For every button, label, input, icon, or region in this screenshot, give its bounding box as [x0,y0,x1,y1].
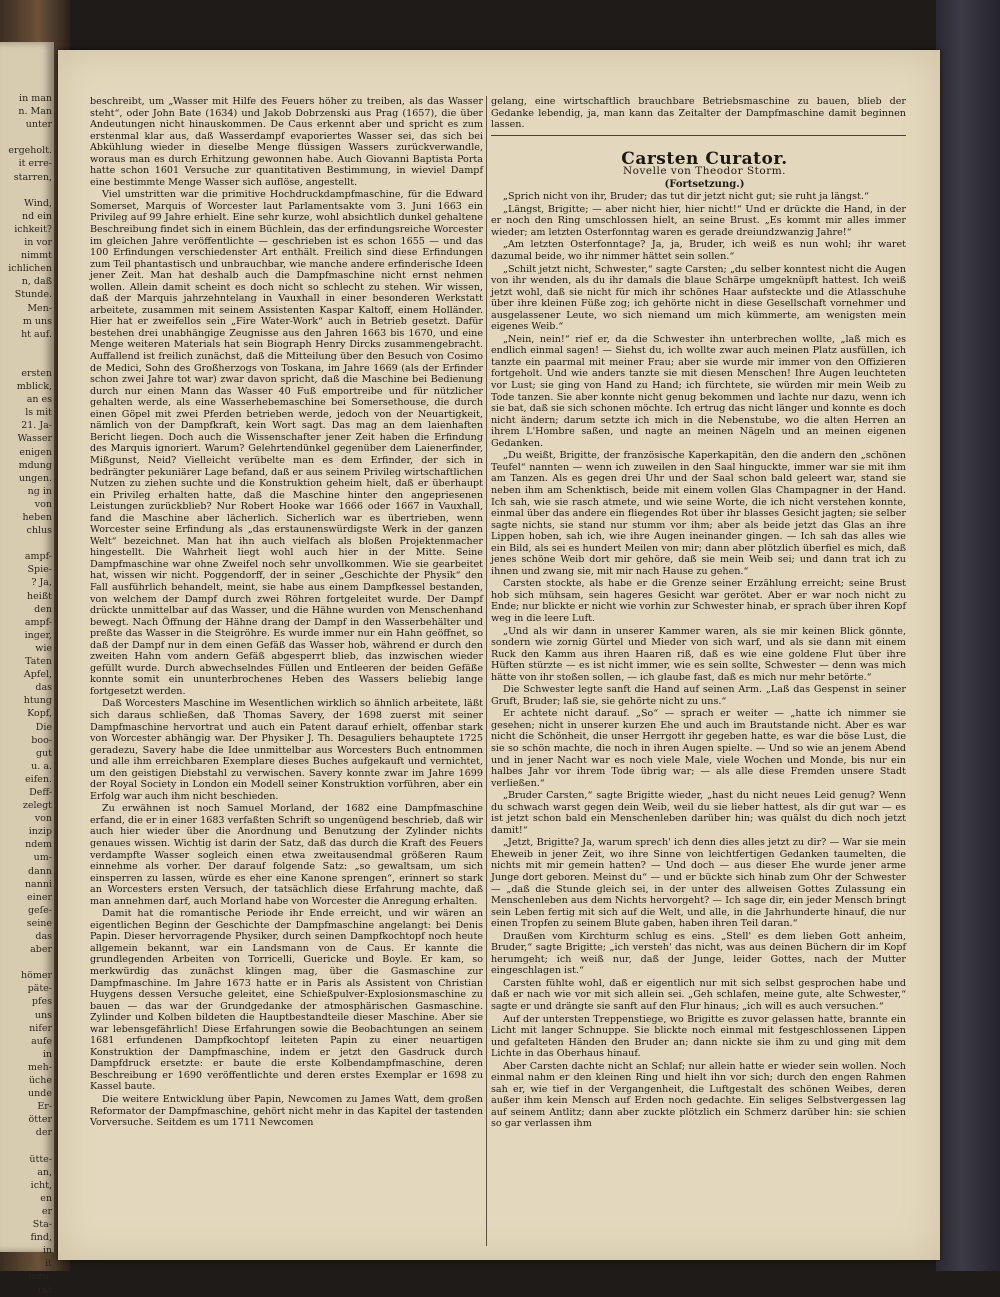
book-binding-right [936,0,1000,1271]
story-paragraph: Aber Carsten dachte nicht an Schlaf; nur allein hatte er wieder sein wollen. Noch einmal nahm er den kleinen Ring und hielt ihn vor sich; durch den engen Rahmen sah er, wie tief in der Vergangenheit, die Luftgestalt des schönen Weibes, deren außer ihm kein Mensch auf Erden noch gedachte. Ein seliges Selbstvergessen lag auf seinem Antlitz; dann aber zuckte plötzlich ein Schmerz darüber hin: sie schien so gar verlassen ihm [491,1060,906,1130]
article-paragraph: Die weitere Entwicklung über Papin, Newcomen zu James Watt, dem großen Reformator der Dampfmaschine, gehört nicht mehr in das Kapitel der tastenden Vorversuche. Seitdem es um 1711 Newcomen [90,1094,483,1129]
article-continuation: gelang, eine wirtschaftlich brauchbare Betriebsmaschine zu bauen, blieb der Gedanke lebendig, ja, man kann das Zeitalter der Dampfmaschine damit beginnen lassen. [491,96,906,131]
story-paragraph: „Am letzten Osterfonntage? Ja, ja, Bruder, ich weiß es nun wohl; ihr waret dazumal beide, wo ihr nimmer hättet sein sollen.“ [491,239,906,263]
story-paragraph: Die Schwester legte sanft die Hand auf seinen Arm. „Laß das Gespenst in seiner Gruft, Bruder; laß sie, sie gehörte nicht zu uns.“ [491,684,906,707]
story-subtitle: Novelle von Theodor Storm. [622,165,787,178]
previous-page-edge [0,42,54,1296]
story-paragraph: „Schilt jetzt nicht, Schwester,“ sagte Carsten; „du selber konntest nicht die Augen von ihr wenden, als du ihr damals die blaue Schärpe umgeknüpft hattest. Ich weiß jetzt wohl, daß sie nicht für mich ihr schönes Haar aufsteckte und die Atlasschuhe über ihre kleinen Füße zog; ich gehörte nicht in diese Gesellschaft vornehmer und ausgelassener Leute, wo sich niemand um mich kümmerte, am wenigsten mein eigenes Weib.“ [491,263,906,333]
story-paragraph: „Jetzt, Brigitte? Ja, warum sprech' ich denn dies alles jetzt zu dir? — War sie mein Eheweib in jener Zeit, wo ihre Sinne von leichtfertigen Gedanken taumelten, die nichts mit mir gemein hatten? — Und doch — aus dieser Ehe wurde jener arme Junge dort geboren. Meinst du“ — und er bückte sich hinab zum Ohr der Schwester — „daß die Stunde gleich sei, in der unter des allweisen Gottes Zulassung ein Menschenleben aus dem Nichts hervorgeht? — Ich sage dir, ein jeder Mensch bringt sein Leben fertig mit sich auf die Welt, und alle, in die Jahrhunderte hinauf, die nur einen Tropfen zu seinem Blute gaben, haben ihren Teil daran.“ [491,837,906,930]
column-divider [486,96,487,1246]
story-paragraph: Draußen vom Kirchturm schlug es eins. „Stell' es dem lieben Gott anheim, Bruder,“ sagte Brigitte; „ich versteh' das nicht, was aus deinen Büchern dir im Kopf herumgeht; ich weiß nur, daß der Junge, leider Gottes, nach der Mutter eingeschlagen ist.“ [491,930,906,977]
story-paragraph: „Sprich nicht von ihr, Bruder; das tut dir jetzt nicht gut; sie ruht ja längst.“ [503,191,869,203]
previous-page-text-fragment: in man n. Man unter ergeholt. it erre- starren, Wind, nd ein ichkeit? in vor nimmt ichlichen n, daß Stunde. Men- m uns ht auf. ersten mblick, an es ls mit 21. Ja- Wasser enigen mdung ungen. ng in von heben chlus ampf- Spie- ? Ja, heißt den ampf- inger, wie Taten Apfel, das htung Kopf, Die boo- gut u. a. eifen. Deff- zelegt von inzip ndem um- dann nanni einer geſe- seine das aber hömer päte- pfes uns nifer aufe in meh- üche unde Er- ötter der ütte- an, icht, en er Sta- find, in it mzu- rat [8,93,52,1296]
section-rule [491,135,906,136]
article-paragraph: beschreibt, um „Wasser mit Hilfe des Feuers höher zu treiben, als das Wasser steht“, oder John Bate (1634) und Jakob Dobrzenski aus Prag (1657), die über Andeutungen nicht hinauskommen. De Caus erkennt aber und spricht es zum erstenmal klar aus, daß Wasserdampf evaporiertes Wasser sei, das sich bei Abkühlung wieder in dieselbe Menge flüssigen Wassers zurückverwandle, woraus man es durch Erhitzung gewonnen habe. Auch Giovanni Baptista Porta hatte schon 1601 Versuche zur quantitativen Bestimmung, in wieviel Dampf eine bestimmte Menge Wasser sich auflöse, angestellt. [90,96,483,188]
story-paragraph: Carsten fühlte wohl, daß er eigentlich nur mit sich selbst gesprochen habe und daß er nach wie vor mit sich allein sei. „Geh schlafen, meine gute, alte Schwester,“ sagte er und drängte sie sanft auf den Flur hinaus; „ich will es auch versuchen.“ [491,977,906,1013]
story-paragraph: „Und als wir dann in unserer Kammer waren, als sie mir keinen Blick gönnte, sondern wie zornig Gürtel und Mieder von sich warf, und als sie dann mit einem Ruck den Kamm aus ihren Haaren riß, daß es wie eine goldene Flut über ihre Hüften stürzte — es ist nicht immer, wie es sein sollte, Schwester — denn was mich hätte von ihr stoßen sollen, — ich glaube fast, daß es mich nur mehr betörte.“ [491,625,906,683]
continuation-note: (Fortsetzung.) [664,178,745,190]
article-paragraph: Viel umstritten war die primitive Hochdruckdampfmaschine, für die Edward Somerset, Marquis of Worcester laut Parlamentsakte vom 3. Juni 1663 ein Privileg auf 99 Jahre erhielt. Eine sehr kurze, wohl absichtlich dunkel gehaltene Beschreibung findet sich in einem Büchlein, das der erfindungsreiche Worcester im gleichen Jahre veröffentlichte — geschrieben ist es schon 1655 — und das 100 Erfindungen verschiedenster Art enthält. Freilich sind diese Erfindungen zum Teil phantastisch und unbrauchbar, wie manche andere erfinderische Ideen jener Zeit. Man hat deshalb auch die Dampfmaschine nicht ernst nehmen wollen. Allein damit scheint es doch nicht so schlecht zu stehen. Wir wissen, daß der Marquis jahrzehntelang in Vauxhall in einer besonderen Werkstatt arbeitete, zusammen mit seinem Assistenten Kaspar Kaltoff, einem Holländer. Hier hat er zweifellos sein „Fire Water-Work“ auch in Betrieb gesetzt. Dafür bestehen drei unabhängige Zeugnisse aus den Jahren 1663 bis 1670, und eine Menge weiteren Materials hat sein Biograph Henry Dircks zusammengebracht. Auffallend ist freilich zunächst, daß die Mitteilung über den Besuch von Cosimo de Medici, Sohn des Großherzogs von Toskana, im Jahre 1669 (als der Erfinder schon zwei Jahre tot war) zwar davon spricht, daß die Maschine bei Bedienung durch nur einen Mann das Wasser 40 Fuß emportreibe und für nützlicher gehalten werde, als eine Wasserhebemaschine bei Somersethouse, die durch einen Göpel mit zwei Pferden betrieben werde, jedoch von der Neuartigkeit, nämlich von der Dampfkraft, kein Wort sagt. Das mag an dem laienhaften Bericht liegen. Doch auch die Wissenschafter jener Zeit haben die Erfindung des Marquis ignoriert. Warum? Gelehrtendünkel gegenüber dem Laienerfinder, Mißgunst, Neid? Vielleicht verübelte man es dem Erfinder, der sich in bedrängter pekuniärer Lage befand, daß er aus seinem Privileg wirtschaftlichen Nutzen zu ziehen suchte und die Konstruktion geheim hielt, daß er überhaupt ein Privileg erhalten hatte, daß die Maschine hinter den angepriesenen Leistungen zurückblieb? Nur Robert Hooke war 1666 oder 1667 in Vauxhall, fand die Maschine aber lächerlich. Sicherlich war es übertrieben, wenn Worcester seine Erfindung als „das erstaunenswürdigste Werk in der ganzen Welt“ bezeichnet. Man hat ihn auch vielfach als bloßen Projektenmacher hingestellt. Die Wahrheit liegt wohl auch hier in der Mitte. Seine Dampfmaschine war ohne Zweifel noch sehr unvollkommen. Wie sie gearbeitet hat, wissen wir nicht. Poggendorff, der in seiner „Geschichte der Physik“ den Fall ausführlich behandelt, meint, sie habe aus einem Dampfkessel bestanden, von welchem der Dampf durch zwei Röhren fortgeleitet wurde. Der Dampf drückte unmittelbar auf das Wasser, und die Hähne wurden von Menschenhand bewegt. Nach Öffnung der Hähne drang der Dampf in den Wasserbehälter und preßte das Wasser in die Steigröhre. Es wurde immer nur ein Hahn geöffnet, so daß der Dampf nur in dem einen Gefäß das Wasser hob, während er durch den zweiten Hahn vom andern Gefäß abgesperrt blieb, das inzwischen wieder gefüllt wurde. Durch abwechselndes Füllen und Entleeren der beiden Gefäße konnte somit ein ununterbrochenes Heben des Wassers beliebig lange fortgesetzt werden. [90,189,484,697]
story-paragraph: Er achtete nicht darauf. „So“ — sprach er weiter — „hatte ich nimmer sie gesehen; nicht in unserer kurzen Ehe und auch im Brautstande nicht. Aber es war nicht die Schönheit, die unser Herrgott ihr gegeben hatte, es war die böse Lust, die sie so schön machte, die noch in ihren Augen spielte. — Und so wie an jenem Abend und in jener Nacht war es noch viele Male, viele Wochen und Monde, bis nur ein halbes Jahr vor ihrem Tode übrig war; — als alle diese Fremden unsere Stadt verließen.“ [491,708,906,789]
article-paragraph: Zu erwähnen ist noch Samuel Morland, der 1682 eine Dampfmaschine erfand, die er in einer 1683 verfaßten Schrift so ungenügend beschrieb, daß wir auch hier wieder über die Anordnung und Benutzung der Zylinder nichts genaues wissen. Wichtig ist darin der Satz, daß das durch die Kraft des Feuers verdampfte Wasser sogleich einen etwa zweitausendmal größeren Raum einnehme als vorher. Der darauf folgende Satz: „so gewaltsam, um sich einsperren zu lassen, würde es eher eine Kanone sprengen“, erinnert so stark an Worcesters ersten Versuch, der tatsächlich diese Erfahrung machte, daß man annehmen darf, auch Morland habe von Worcester die Anregung erhalten. [90,803,483,907]
article-paragraph: Daß Worcesters Maschine im Wesentlichen wirklich so ähnlich arbeitete, läßt sich daraus schließen, daß Thomas Savery, der 1698 zuerst mit seiner Dampfmaschine hervortrat und auch ein Patent darauf erhielt, offenbar stark von Worcester abhängig war. Der Physiker J. Th. Desaguliers behauptete 1725 geradezu, Savery habe die Idee unmittelbar aus Worcesters Buch entnommen und alle ihm erreichbaren Exemplare dieses Buches aufgekauft und vernichtet, um den geistigen Diebstahl zu verwischen. Savery konnte zwar im Jahre 1699 der Royal Society in London ein Modell seiner Konstruktion vorführen, aber ein Erfolg war auch ihm nicht beschieden. [90,698,483,802]
story-title: Carsten Curator. [621,148,788,169]
newspaper-page [58,50,940,1260]
story-paragraph: „Du weißt, Brigitte, der französische Kaperkapitän, den die andern den „schönen Teufel“ nannten — wenn ich zuweilen in den Saal hinguckte, immer war sie mit ihm am Tanzen. Als es gegen drei Uhr und der Saal schon bald geleert war, stand sie neben ihm am Schenktisch, beide mit einem vollen Glas Champagner in der Hand. Ich sah, wie sie rasch atmete, und wie seine Worte, die ich nicht verstehen konnte, einmal über das andere ein fliegendes Rot über ihr blasses Gesicht jagten; sie selber sagte nichts, sie stand nur stumm vor ihm; aber als beide jetzt das Glas an ihre Lippen hoben, sah ich, wie ihre Augen ineinander gingen. — Ich sah das alles wie ein Bild, als sei es hundert Meilen von mir; dann aber plötzlich überfiel es mich, daß jenes schöne Weib dort mir gehöre, daß sie mein Weib sei; und dann trat ich zu ihnen und zwang sie, mit mir nach Hause zu gehen.“ [491,450,906,577]
article-paragraph: Damit hat die romantische Periode ihr Ende erreicht, und wir wären an eigentlichen Beginn der Geschichte der Dampfmaschine angelangt: bei Denis Papin. Dieser hervorragende Physiker, durch seinen Dampfkochtopf noch heute allgemein bekannt, war ein Landsmann von de Caus. Er kannte die grundlegenden Arbeiten von Torricelli, Guericke und Boyle. Er kam, so merkwürdig das zunächst klingen mag, über die Gasmaschine zur Dampfmaschine. Im Jahre 1673 hatte er in Paris als Assistent von Christian Huygens dessen Versuche geleitet, eine Schießpulver-Explosionsmaschine zu bauen — das war der Grundgedanke der atmosphärischen Gasmaschine. Zylinder und Kolben bildeten die Hauptbestandteile dieser Maschine. Aber sie war lebensgefährlich! Diese Erfahrungen sowie die Beobachtungen an seinem 1681 erfundenen Dampfkochtopf leiteten Papin zu einer neuartigen Konstruktion der Dampfmaschine, indem er jetzt den Gasdruck durch Dampfdruck ersetzte: er baute die erste Kolbendampfmaschine, deren Beschreibung er 1690 veröffentlichte und deren erstes Exemplar er 1698 zu Kassel baute. [90,908,483,1093]
story-paragraph: Auf der untersten Treppenstiege, wo Brigitte es zuvor gelassen hatte, brannte ein Licht mit langer Schnuppe. Sie blickte noch einmal mit festgeschlossenen Lippen und gefalteten Händen den Bruder an; dann nickte sie ihm zu und ging mit dem Lichte in das Oberhaus hinauf. [491,1013,906,1060]
left-column-article [90,96,483,1130]
story-paragraph: „Nein, nein!“ rief er, da die Schwester ihn unterbrechen wollte, „laß mich es endlich einmal sagen! — Siehst du, ich wollte zwar auch meinen Platz ausfüllen, ich tanzte ein paarmal mit meiner Frau; aber sie wurde mir immer von den Offizieren fortgeholt. Und wie anders tanzte sie mit diesen Menschen! Ihre Augen leuchteten vor Lust; sie ging von Hand zu Hand; ich fürchtete, sie würden mir mein Weib zu Tode tanzen. Sie aber konnte nicht genug bekommen und lachte nur dazu, wenn ich sie bat, daß sie sich schonen möchte. Ich ertrug das nicht länger und konnte es doch nicht ändern; darum setzte ich mich in die Nebenstube, wo die alten Herren an ihrem L'Hombre saßen, und nagte an meinen Nägeln und an meinen eigenen Gedanken. [491,333,906,449]
story-paragraph: Carsten stockte, als habe er die Grenze seiner Erzählung erreicht; seine Brust hob sich mühsam, sein hageres Gesicht war gerötet. Aber er war noch nicht zu Ende; nur blickte er nicht wie vorhin zur Schwester hinab, er sprach über ihren Kopf weg in die leere Luft. [491,578,906,624]
right-column [491,96,906,1131]
story-paragraph: „Bruder Carsten,“ sagte Brigitte wieder, „hast du nicht neues Leid genug? Wenn du schwach warst gegen dein Weib, weil du sie lieber hattest, als dir gut war — es ist jetzt schon bald ein Menschenleben darüber hin; was quälst du dich noch jetzt damit!“ [491,790,906,836]
story-paragraph: „Längst, Brigitte; — aber nicht hier, hier nicht!“ Und er drückte die Hand, in der er noch den Ring umschlossen hielt, an seine Brust. „Es kommt mir alles immer wieder; am letzten Osterfonntag waren es gerade dreiundzwanzig Jahre!“ [491,203,906,238]
